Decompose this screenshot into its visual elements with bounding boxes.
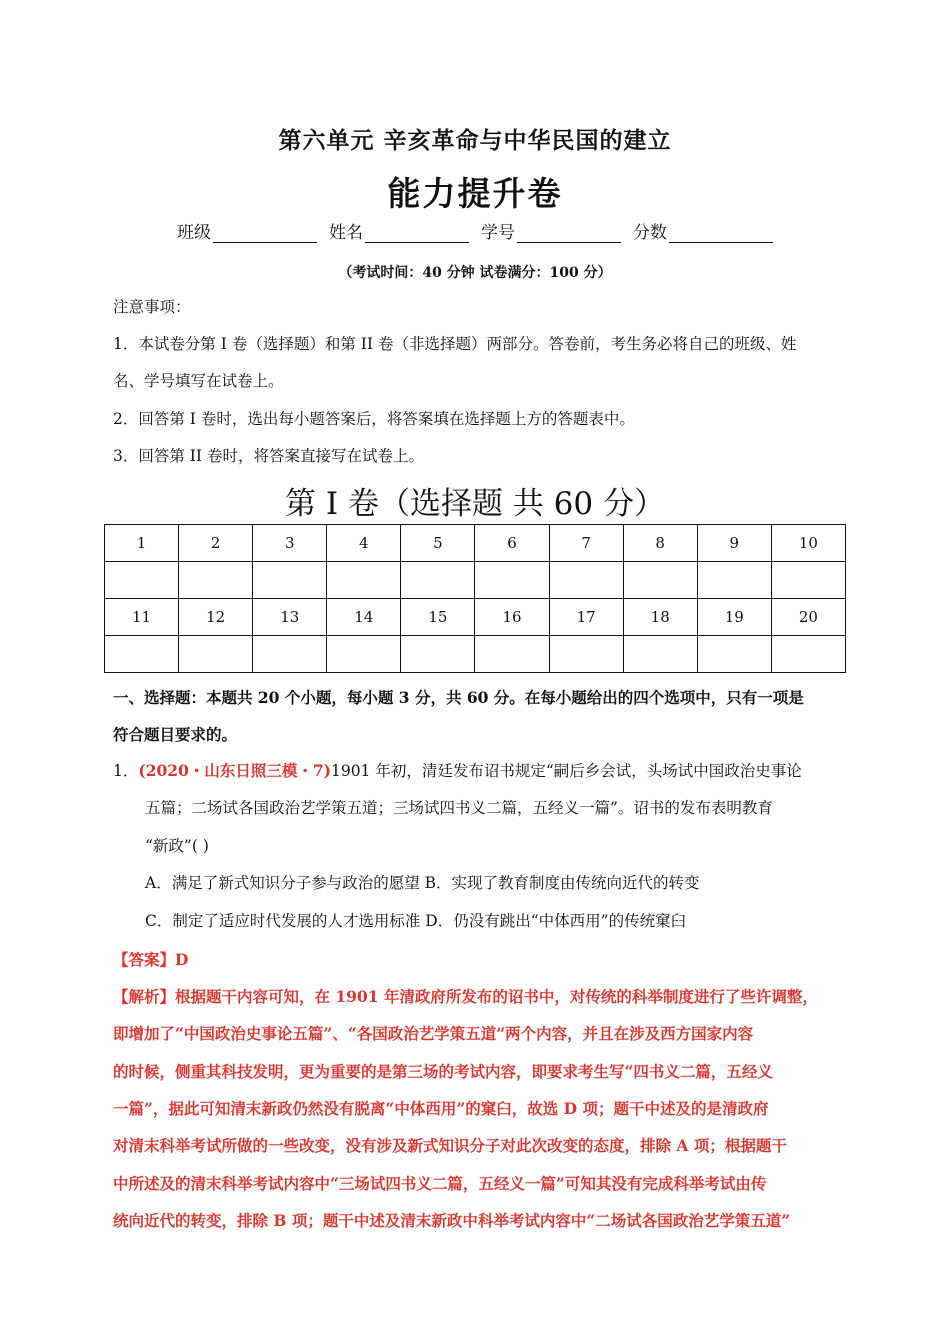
question-source: (2020・山东日照三模・7) <box>138 761 331 780</box>
table-row <box>105 525 846 562</box>
answer-cell[interactable] <box>253 636 327 673</box>
question-1-stem-cont: 五篇；二场试各国政治艺学策五道；三场试四书义二篇，五经义一篇”。诏书的发布表明教育 <box>145 799 773 817</box>
question-number-cell: 12 <box>179 599 253 636</box>
question-number-cell: 11 <box>105 599 179 636</box>
notice-item-1-cont: 名、学号填写在试卷上。 <box>113 372 284 390</box>
answer-cell[interactable] <box>623 562 697 599</box>
student-info-fields <box>0 218 950 243</box>
explanation-line: 中所述及的清末科举考试内容中“三场试四书义二篇，五经义一篇”可知其没有完成科举考试由传 <box>113 1174 767 1193</box>
question-number-cell: 8 <box>623 525 697 562</box>
student-id-field[interactable]: 学号 <box>481 218 621 243</box>
answer-cell[interactable] <box>697 562 771 599</box>
question-number-cell: 17 <box>549 599 623 636</box>
class-field[interactable]: 班级 <box>177 218 317 243</box>
answer-cell[interactable] <box>401 562 475 599</box>
options-a-b: A．满足了新式知识分子参与政治的愿望 B．实现了教育制度由传统向近代的转变 <box>145 874 700 892</box>
table-row <box>105 562 846 599</box>
answer-cell[interactable] <box>327 636 401 673</box>
question-number-cell: 1 <box>105 525 179 562</box>
explanation-line: 一篇”，据此可知清末新政仍然没有脱离“中体西用”的窠臼，故选 D 项；题干中述及的是清政府 <box>113 1099 769 1118</box>
question-number-cell: 2 <box>179 525 253 562</box>
questions-intro: 一、选择题：本题共 20 个小题，每小题 3 分，共 60 分。在每小题给出的四个选项中，只有一项是 <box>113 688 804 707</box>
explanation-line: 即增加了“中国政治史事论五篇”、“各国政治艺学策五道”两个内容，并且在涉及西方国家内容 <box>113 1024 754 1043</box>
question-number-cell: 6 <box>475 525 549 562</box>
question-number: 1． <box>113 762 139 780</box>
answer-cell[interactable] <box>105 636 179 673</box>
answer-sheet-table <box>104 524 846 673</box>
notice-heading: 注意事项： <box>113 298 191 316</box>
question-number-cell: 3 <box>253 525 327 562</box>
answer-cell[interactable] <box>401 636 475 673</box>
options-c-d: C．制定了适应时代发展的人才选用标准 D．仍没有跳出“中体西用”的传统窠臼 <box>145 912 687 930</box>
answer-cell[interactable] <box>549 636 623 673</box>
section-title: 第 I 卷（选择题 共 60 分） <box>285 486 665 522</box>
question-1-stem: 1．(2020・山东日照三模・7)1901 年初，清廷发布诏书规定“嗣后乡会试，头场试中国政治史事论 <box>113 761 802 780</box>
question-number-cell: 10 <box>771 525 845 562</box>
answer-cell[interactable] <box>105 562 179 599</box>
question-number-cell: 16 <box>475 599 549 636</box>
explanation-line: 的时候，侧重其科技发明，更为重要的是第三场的考试内容，即要求考生写“四书义二篇，五经义 <box>113 1062 773 1081</box>
answer-cell[interactable] <box>549 562 623 599</box>
explanation-line: 对清末科举考试所做的一些改变，没有涉及新式知识分子对此次改变的态度，排除 A 项；根据题干 <box>113 1136 787 1155</box>
name-field[interactable]: 姓名 <box>329 218 469 243</box>
question-number-cell: 14 <box>327 599 401 636</box>
question-number-cell: 19 <box>697 599 771 636</box>
unit-title: 第六单元 辛亥革命与中华民国的建立 <box>278 128 672 154</box>
answer-cell[interactable] <box>327 562 401 599</box>
answer-cell[interactable] <box>179 562 253 599</box>
paper-title: 能力提升卷 <box>387 174 563 213</box>
table-row <box>105 599 846 636</box>
exam-time-info: （考试时间：40 分钟 试卷满分：100 分） <box>338 265 612 281</box>
question-number-cell: 20 <box>771 599 845 636</box>
question-number-cell: 18 <box>623 599 697 636</box>
notice-item-3: 3．回答第 II 卷时，将答案直接写在试卷上。 <box>113 447 424 465</box>
answer-cell[interactable] <box>253 562 327 599</box>
question-number-cell: 7 <box>549 525 623 562</box>
answer-cell[interactable] <box>771 562 845 599</box>
answer-cell[interactable] <box>179 636 253 673</box>
question-number-cell: 13 <box>253 599 327 636</box>
answer-cell[interactable] <box>475 562 549 599</box>
question-number-cell: 5 <box>401 525 475 562</box>
explanation-line: 统向近代的转变，排除 B 项；题干中述及清末新政中科举考试内容中“二场试各国政治艺学策五道” <box>113 1211 791 1230</box>
notice-item-2: 2．回答第 I 卷时，选出每小题答案后，将答案填在选择题上方的答题表中。 <box>113 410 635 428</box>
question-number-cell: 9 <box>697 525 771 562</box>
answer-cell[interactable] <box>475 636 549 673</box>
answer-cell[interactable] <box>771 636 845 673</box>
questions-intro-cont: 符合题目要求的。 <box>113 725 238 744</box>
question-number-cell: 15 <box>401 599 475 636</box>
answer-cell[interactable] <box>697 636 771 673</box>
notice-item-1: 1．本试卷分第 I 卷（选择题）和第 II 卷（非选择题）两部分。答卷前，考生务必将自己的班级、姓 <box>113 335 797 353</box>
question-1-stem-end: “新政”( ) <box>145 837 209 855</box>
table-row <box>105 636 846 673</box>
answer-line: 【答案】D <box>113 950 189 969</box>
score-field[interactable]: 分数 <box>633 218 773 243</box>
answer-cell[interactable] <box>623 636 697 673</box>
explanation-line: 【解析】根据题干内容可知，在 1901 年清政府所发布的诏书中，对传统的科举制度进行了些许调整， <box>113 987 818 1006</box>
question-number-cell: 4 <box>327 525 401 562</box>
